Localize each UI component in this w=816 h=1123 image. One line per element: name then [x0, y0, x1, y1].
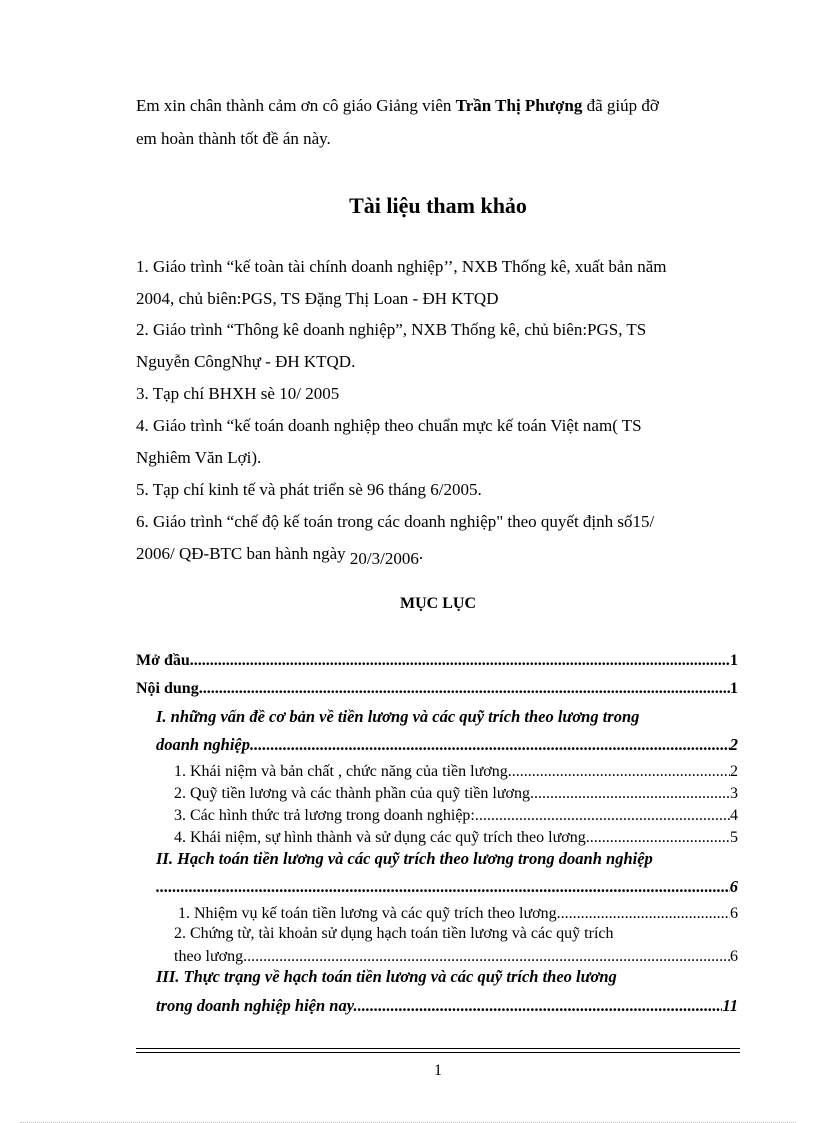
- thanks-text-suffix: đã giúp đỡ: [582, 96, 659, 115]
- toc-entry-page: 6: [730, 905, 738, 922]
- toc-entry-label-line1[interactable]: 2. Chứng từ, tài khoản sử dụng hạch toán tiền lương và các quỹ trích: [174, 925, 614, 942]
- reference-line: 6. Giáo trình “chế độ kế toán trong các doanh nghiệp" theo quyết định số15/: [136, 512, 655, 531]
- toc-entry-page: 1: [730, 680, 738, 697]
- toc-entry-label: 2. Quỹ tiền lương và các thành phần của quỹ tiền lương.: [174, 785, 534, 802]
- reference-line: 3. Tạp chí BHXH sè 10/ 2005: [136, 384, 340, 403]
- toc-entry-page: 11: [722, 996, 738, 1015]
- page-number: 1: [434, 1062, 442, 1079]
- toc-entry[interactable]: [156, 877, 738, 897]
- toc-entry-page: 1: [730, 652, 738, 669]
- reference-line: 4. Giáo trình “kế toán doanh nghiệp theo chuẩn mực kế toán Việt nam( TS: [136, 416, 642, 435]
- toc-entry-page: 2: [729, 735, 738, 754]
- footer-rule-top: [136, 1048, 740, 1049]
- toc-entry-page: 6: [730, 948, 738, 965]
- toc-entry[interactable]: [174, 807, 738, 825]
- thanks-line-1: [136, 96, 659, 116]
- toc-entry-label: 1. Nhiệm vụ kế toán tiền lương và các quỹ trích theo lương: [178, 905, 557, 922]
- toc-entry-label-line1[interactable]: II. Hạch toán tiền lương và các quỹ trích theo lương trong doanh nghiệp: [156, 849, 653, 868]
- toc-entry-label: Mở đầu: [136, 652, 190, 669]
- reference-text: 2006/ QĐ-BTC ban hành ngày: [136, 544, 346, 563]
- reference-line-last: [136, 544, 424, 568]
- toc-entry[interactable]: [136, 680, 738, 698]
- reference-line: 2004, chủ biên:PGS, TS Đặng Thị Loan - ĐH KTQD: [136, 289, 499, 308]
- footer-rule-bottom: [136, 1052, 740, 1053]
- toc-entry[interactable]: [156, 735, 738, 755]
- reference-line: 1. Giáo trình “kế toàn tài chính doanh nghiệp’’, NXB Thống kê, xuất bản năm: [136, 257, 667, 276]
- toc-entry[interactable]: [174, 948, 738, 966]
- toc-entry-label: 3. Các hình thức trả lương trong doanh nghiệp:: [174, 807, 475, 824]
- reference-line: Nghiêm Văn Lợi).: [136, 448, 262, 467]
- toc-entry-page: 5: [730, 829, 738, 846]
- toc-entry-label: theo lương.: [174, 948, 248, 965]
- reference-line: 5. Tạp chí kinh tế và phát triển sè 96 tháng 6/2005.: [136, 480, 482, 499]
- toc-title: MỤC LỤC: [400, 595, 476, 612]
- toc-entry-label: 4. Khái niệm, sự hình thành và sử dụng các quỹ trích theo lương: [174, 829, 586, 846]
- toc-entry[interactable]: [178, 905, 738, 923]
- toc-entry-label: 1. Khái niệm và bản chất , chức năng của tiền lương.: [174, 763, 512, 780]
- thanks-text: Em xin chân thành cảm ơn cô giáo Giảng viên: [136, 96, 456, 115]
- toc-entry-label: trong doanh nghiệp hiện nay.: [156, 996, 358, 1015]
- toc-entry-page: 2: [730, 763, 738, 780]
- teacher-name: Trần Thị Phượng: [455, 96, 583, 115]
- toc-entry-label-line1[interactable]: I. những vấn đề cơ bản về tiền lương và các quỹ trích theo lương trong: [156, 707, 640, 726]
- reference-line: 2. Giáo trình “Thông kê doanh nghiệp”, NXB Thống kê, chủ biên:PGS, TS: [136, 320, 647, 339]
- reference-date: 20/3/2006: [349, 549, 419, 568]
- toc-entry-label: doanh nghiệp.: [156, 735, 255, 754]
- references-title: Tài liệu tham khảo: [349, 193, 527, 218]
- toc-entry[interactable]: [136, 652, 738, 670]
- reference-line: Nguyễn CôngNhự - ĐH KTQD.: [136, 352, 356, 371]
- toc-entry-page: 4: [730, 807, 738, 824]
- toc-entry-label: Nội dung: [136, 680, 199, 697]
- reference-date-tail: .: [418, 544, 424, 563]
- toc-entry-page: 3: [730, 785, 738, 802]
- toc-entry[interactable]: [156, 996, 738, 1016]
- toc-entry-page: 6: [729, 877, 738, 896]
- toc-entry[interactable]: [174, 763, 738, 781]
- toc-entry[interactable]: [174, 829, 738, 847]
- toc-entry[interactable]: [174, 785, 738, 803]
- thanks-line-2: em hoàn thành tốt đề án này.: [136, 129, 331, 148]
- toc-entry-label-line1[interactable]: III. Thực trạng về hạch toán tiền lương và các quỹ trích theo lương: [156, 967, 617, 986]
